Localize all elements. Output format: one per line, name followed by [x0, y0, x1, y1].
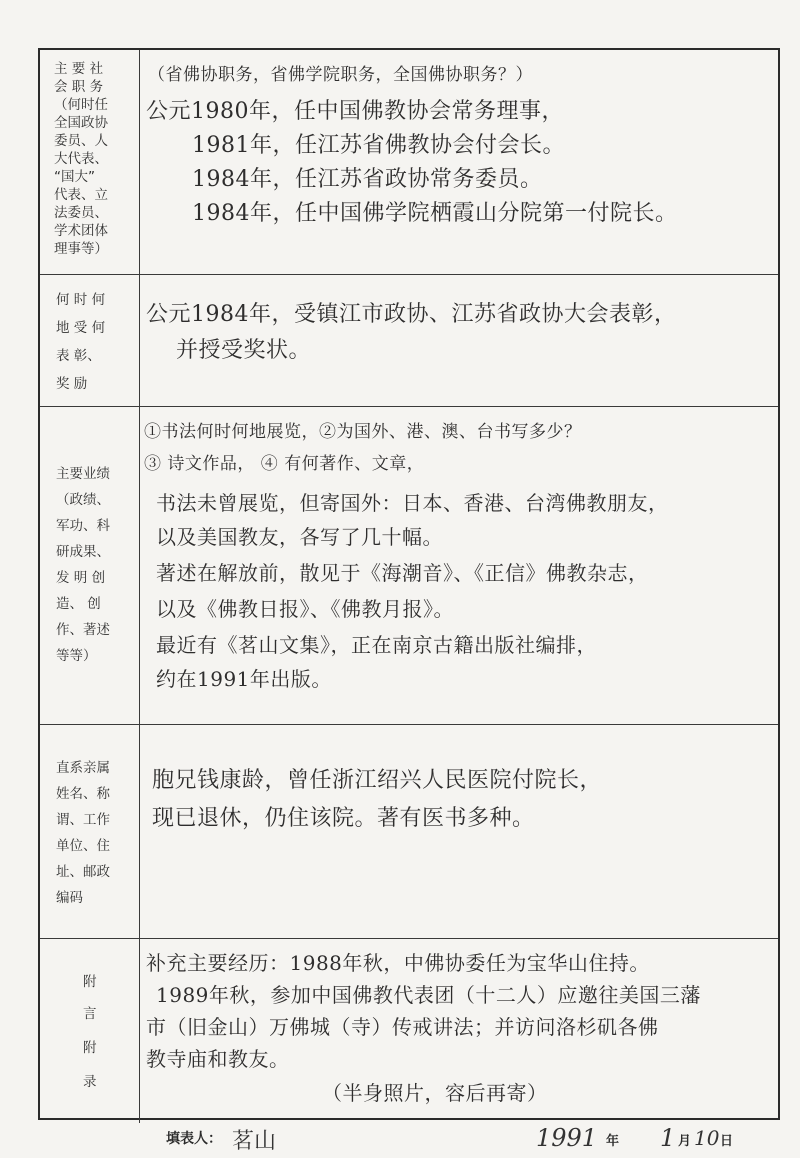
- achievements-line: 以及《佛教日报》、《佛教月报》。: [156, 597, 454, 621]
- awards-line: 公元1984年，受镇江市政协、江苏省政协大会表彰，: [146, 302, 677, 327]
- awards-line: 并授受奖状。: [176, 338, 312, 363]
- content-awards: [142, 275, 778, 407]
- achievements-prompt: ③ 诗文作品， ④ 有何著作、文章，: [144, 454, 425, 474]
- appendix-line: 补充主要经历：1988年秋，中佛协委任为宝华山住持。: [146, 951, 650, 975]
- row-achievements: [40, 406, 778, 725]
- achievements-line: 最近有《茗山文集》，正在南京古籍出版社编排，: [156, 633, 597, 657]
- day-unit: 日: [720, 1134, 734, 1149]
- year-unit: 年: [606, 1134, 620, 1149]
- label-positions: 主 要 社 会 职 务 （何时任 全国政协 委员、人 大代表、 “国大” 代表、立 法委员、 学术团体 理事等）: [40, 50, 140, 274]
- content-achievements: [142, 407, 778, 725]
- date-year: 1991: [536, 1124, 598, 1152]
- filler-label: 填表人：: [166, 1131, 222, 1147]
- appendix-line: 教寺庙和教友。: [146, 1047, 290, 1071]
- content-relatives: [142, 725, 778, 939]
- label-awards: 何 时 何 地 受 何 表 彰、 奖 励: [40, 275, 140, 407]
- appendix-note: （半身照片，容后再寄）: [322, 1081, 548, 1105]
- row-awards: [40, 274, 778, 407]
- label-relatives: 直系亲属 姓名、称 谓、工作 单位、住 址、邮政 编码: [40, 725, 140, 939]
- month-unit: 月: [678, 1134, 692, 1149]
- achievements-line: 约在1991年出版。: [156, 667, 332, 691]
- row-appendix: [40, 938, 778, 1123]
- positions-line: 1981年，任江苏省佛教协会付会长。: [192, 133, 565, 158]
- achievements-line: 著述在解放前，散见于《海潮音》、《正信》佛教杂志，: [156, 561, 649, 585]
- achievements-line: 书法未曾展览，但寄国外：日本、香港、台湾佛教朋友，: [156, 491, 669, 515]
- date-day: 10: [694, 1126, 720, 1150]
- label-achievements: 主要业绩 （政绩、 军功、科 研成果、 发 明 创 造、 创 作、著述 等等）: [40, 407, 140, 725]
- positions-line: 1984年，任中国佛学院栖霞山分院第一付院长。: [192, 201, 678, 226]
- relatives-line: 胞兄钱康龄，曾任浙江绍兴人民医院付院长，: [152, 768, 603, 793]
- achievements-line: 以及美国教友，各写了几十幅。: [156, 525, 443, 549]
- content-appendix: [142, 939, 778, 1123]
- date-month: 1: [660, 1124, 676, 1152]
- appendix-line: 1989年秋，参加中国佛教代表团（十二人）应邀往美国三藩: [156, 983, 701, 1007]
- label-appendix: 附 言 附 录: [40, 939, 140, 1123]
- positions-line: 1984年，任江苏省政协常务委员。: [192, 167, 543, 192]
- row-positions: [40, 50, 778, 274]
- positions-prompt: （省佛协职务，省佛学院职务，全国佛协职务？）: [148, 65, 533, 85]
- content-positions: [142, 50, 778, 274]
- relatives-line: 现已退休，仍住该院。著有医书多种。: [152, 806, 535, 831]
- achievements-prompt: ①书法何时何地展览，②为国外、港、澳、台书写多少？: [144, 422, 582, 442]
- row-relatives: [40, 724, 778, 939]
- form-table: [38, 48, 780, 1120]
- appendix-line: 市（旧金山）万佛城（寺）传戒讲法；并访问洛杉矶各佛: [146, 1015, 659, 1039]
- filler-signature: 茗山: [232, 1129, 277, 1154]
- positions-line: 公元1980年，任中国佛教协会常务理事，: [146, 99, 564, 124]
